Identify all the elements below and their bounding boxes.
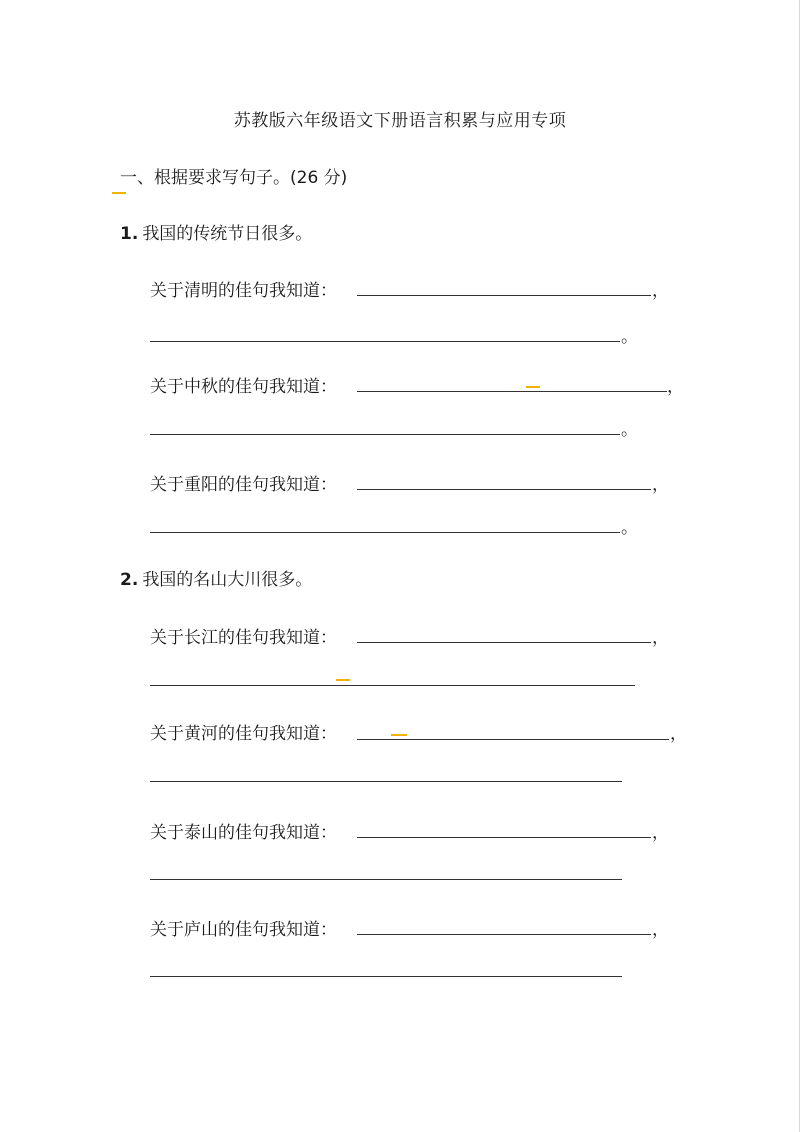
page-title: 苏教版六年级语文下册语言积累与应用专项: [233, 111, 567, 131]
question-number: 1.: [120, 224, 139, 244]
item-label-chongyang: 关于重阳的佳句我知道：: [150, 475, 337, 495]
question-text: 我国的传统节日很多。: [142, 224, 313, 244]
item-label-taishan: 关于泰山的佳句我知道：: [150, 823, 337, 843]
item-label-qingming: 关于清明的佳句我知道：: [150, 281, 337, 301]
item-label-huanghe: 关于黄河的佳句我知道：: [150, 724, 337, 744]
answer-line-qingming-1[interactable]: [357, 295, 651, 296]
question-number: 2.: [120, 570, 139, 590]
answer-line-taishan-2[interactable]: [150, 879, 622, 880]
item-label-lushan: 关于庐山的佳句我知道：: [150, 920, 337, 940]
section-prefix: 一、根: [120, 163, 171, 188]
section-heading: [120, 163, 347, 188]
answer-line-huanghe-2[interactable]: [150, 781, 622, 782]
answer-line-chongyang-2[interactable]: [150, 532, 620, 533]
item-label-changjiang: 关于长江的佳句我知道：: [150, 628, 337, 648]
highlight-mark: [336, 679, 350, 681]
comma: ，: [652, 281, 669, 301]
answer-line-taishan-1[interactable]: [357, 837, 651, 838]
answer-line-lushan-1[interactable]: [357, 934, 651, 935]
comma: ，: [652, 628, 669, 648]
question-1: [120, 219, 312, 244]
comma: ，: [670, 724, 687, 744]
highlight-mark: [526, 386, 540, 388]
answer-line-qingming-2[interactable]: [150, 341, 620, 342]
highlight-mark: [391, 734, 407, 736]
comma: ，: [652, 823, 669, 843]
period: 。: [621, 518, 638, 538]
answer-line-huanghe-1[interactable]: [357, 739, 669, 740]
comma: ，: [652, 475, 669, 495]
item-label-zhongqiu: 关于中秋的佳句我知道：: [150, 377, 337, 397]
question-text: 我国的名山大川很多。: [142, 570, 313, 590]
comma: ，: [652, 920, 669, 940]
answer-line-zhongqiu-2[interactable]: [150, 434, 620, 435]
answer-line-changjiang-2[interactable]: [150, 685, 635, 686]
answer-line-lushan-2[interactable]: [150, 976, 622, 977]
question-2: [120, 565, 312, 590]
answer-line-changjiang-1[interactable]: [357, 642, 651, 643]
comma: ，: [667, 377, 684, 397]
answer-line-chongyang-1[interactable]: [357, 489, 651, 490]
period: 。: [621, 327, 638, 347]
section-instruction: 据要求写句子。(26 分): [171, 168, 348, 188]
answer-line-zhongqiu-1[interactable]: [357, 391, 667, 392]
period: 。: [621, 420, 638, 440]
